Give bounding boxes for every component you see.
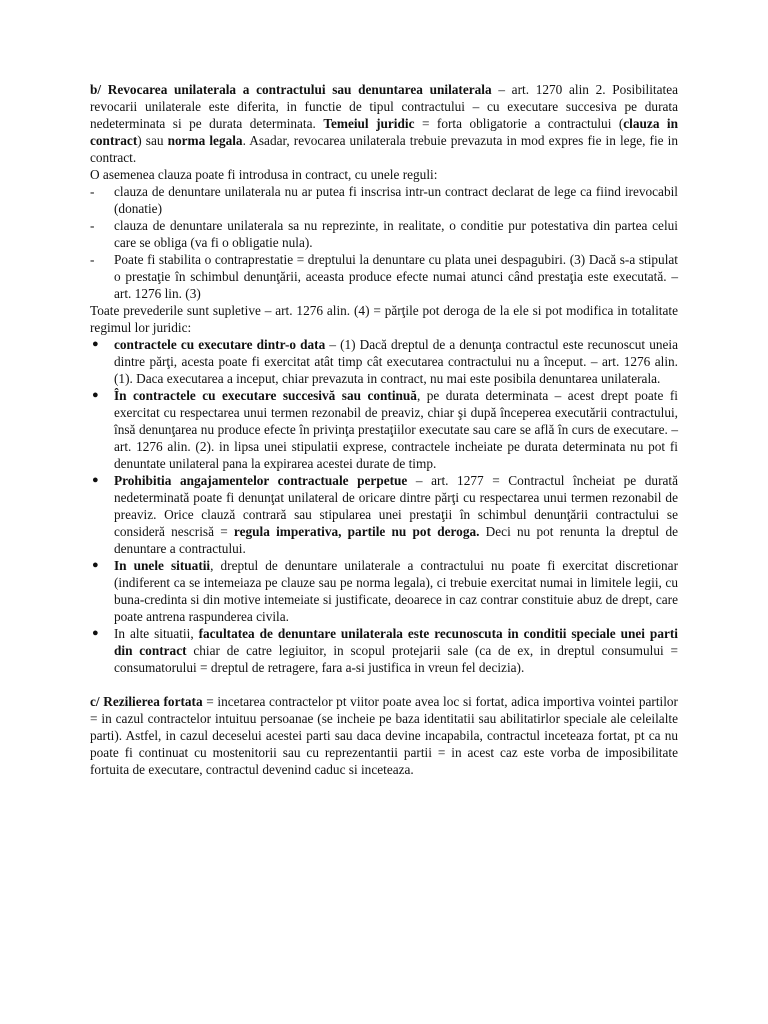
list-item: - clauza de denuntare unilaterala nu ar putea fi inscrisa intr-un contract declarat de lege ca fiind irevocabil (donatie) (90, 184, 678, 216)
rules-intro: O asemenea clauza poate fi introdusa in contract, cu unele reguli: (90, 167, 438, 182)
bullet-icon: ● (92, 338, 99, 350)
section-b-heading-ref: – art. 1270 alin 2. (491, 82, 606, 97)
dash-marker: - (90, 252, 95, 267)
bullet-icon: ● (92, 627, 99, 639)
list-item: ● In alte situatii, facultatea de denuntare unilaterala este recunoscuta in conditii speciale unei parti din contract chiar de catre legiuitor, in scopul protejarii sale (ca de ex, in dreptul consumului = consumatorului = dreptul de retragere, fara a-si justifica in vreun fel decizia). (92, 626, 679, 675)
section-c-heading: c/ Rezilierea fortata (90, 694, 203, 709)
supletive-paragraph: Toate prevederile sunt supletive – art. 1276 alin. (4) = părţile pot deroga de la ele si pot modifica in totalitate regimul lor juridic: (90, 303, 678, 335)
section-c-paragraph: c/ Rezilierea fortata = incetarea contractelor pt viitor poate avea loc si fortat, adica importiva vointei partilor = in cazul contractelor intuituu persoanae (se incheie pe baza identitatii sau abilitatirlor speciale ale celeilalte parti). Astfel, in cazul deceselui acestei parti sau daca devine incapabila, contractul inceteaza fortat, pt ca nu poate fi continuat cu mostenitorii sau cu reprezentantii partii = in acest caz este vorba de imposibilitate fortuita de executare, contractul devenind caduc si inceteaza. (90, 694, 678, 777)
list-item: - clauza de denuntare unilaterala sa nu reprezinte, in realitate, o conditie pur potestativa din partea celui care se obliga (va fi o obligatie nula). (90, 218, 678, 250)
section-b-heading: b/ Revocarea unilaterala a contractului sau denuntarea unilaterala (90, 82, 492, 97)
list-item: ● In unele situatii, dreptul de denuntare unilaterale a contractului nu poate fi exercitat discretionar (indiferent ca se intemeiaza pe clauze sau pe norma legala), ci trebuie exercitat numai in limitele legii, cu buna-credinta si din motive intemeiate si justificate, deoarece in caz contrar constituie abuz de drept, care poate antrena raspunderea civila. (92, 558, 678, 624)
list-item: ● Prohibitia angajamentelor contractuale perpetue – art. 1277 = Contractul încheiat pe durată nedeterminată poate fi denunţat unilateral de oricare dintre părţi cu respectarea unui termen rezonabil de preaviz. Orice clauză contrară sau stipularea unei prestaţii în schimbul denunţării contractului se consideră nescrisă = regula imperativa, partile nu pot deroga. Deci nu pot renunta la dreptul de denuntare a contractului. (92, 473, 679, 556)
dash-marker: - (90, 218, 95, 233)
list-item: ● contractele cu executare dintr-o data – (1) Dacă dreptul de a denunţa contractul este recunoscut uneia dintre părţi, acesta poate fi exercitat atât timp cât executarea contractului nu a început. – art. 1276 alin. (1). Daca executarea a inceput, chiar prevazuta in contract, nu mai este posibila denuntarea unilaterala. (92, 337, 678, 386)
document-page (90, 81, 678, 778)
rules-list (90, 183, 678, 302)
spacer (90, 676, 678, 693)
list-item: - Poate fi stabilita o contraprestatie = dreptului la denuntare cu plata unei despagubiri. (3) Dacă s-a stipulat o prestaţie în schimbul denunţării, aceasta produce efecte numai atunci când prestaţia este executată. – art. 1276 lin. (3) (90, 252, 678, 301)
bullet-icon: ● (92, 559, 99, 571)
bullet-icon: ● (92, 389, 99, 401)
list-item: ● În contractele cu executare succesivă sau continuă, pe durata determinata – acest drept poate fi exercitat cu respectarea unui termen rezonabil de preaviz, chiar şi după începerea executării contractului, însă denunţarea nu produce efecte în privinţa prestaţiilor executate sau care se află în curs de executare. – art. 1276 alin. (2). in lipsa unei stipulatii exprese, contractele incheiate pe durata determinata nu pot fi denuntate unilateral pana la expirarea acestei durate de timp. (92, 388, 678, 471)
bullet-icon: ● (92, 474, 99, 486)
dash-marker: - (90, 184, 95, 199)
section-b-intro: b/ Revocarea unilaterala a contractului sau denuntarea unilaterala – art. 1270 alin 2. Posibilitatea revocarii unilaterale este diferita, in functie de tipul contractului – cu executare succesiva pe durata nedeterminata si pe durata determinata. Temeiul juridic = forta obligatorie a contractului (clauza in contract) sau norma legala. Asadar, revocarea unilaterala trebuie prevazuta in mod expres fie in lege, fie in contract. (90, 82, 679, 165)
bullet-list (90, 336, 678, 676)
